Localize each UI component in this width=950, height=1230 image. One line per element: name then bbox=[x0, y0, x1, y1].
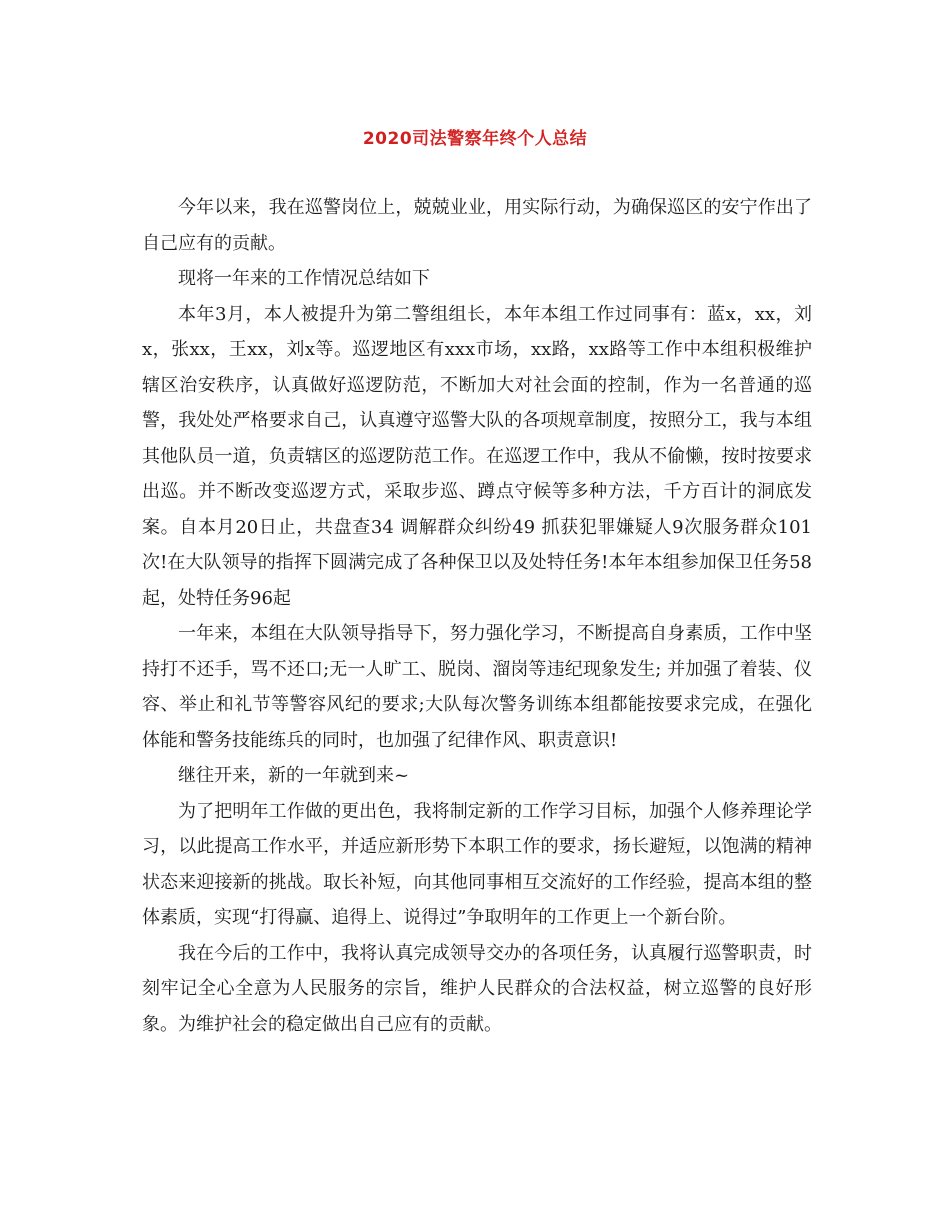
document-title: 2020司法警察年终个人总结 bbox=[362, 129, 588, 149]
paragraph-summary-lead: 现将一年来的工作情况总结如下 bbox=[178, 268, 430, 289]
paragraph-commitment: 我在今后的工作中，我将认真完成领导交办的各项任务，认真履行巡警职责，时刻牢记全心全意为人民服务的宗旨，维护人民群众的合法权益，树立巡警的良好形象。为维护社会的稳定做出自己应有的贡献。 bbox=[142, 942, 812, 1035]
paragraph-new-year: 继往开来，新的一年就到来~ bbox=[178, 765, 410, 786]
document-body bbox=[142, 190, 812, 1042]
paragraph-intro: 今年以来，我在巡警岗位上，兢兢业业，用实际行动，为确保巡区的安宁作出了自己应有的贡献。 bbox=[142, 197, 812, 254]
paragraph-goals: 为了把明年工作做的更出色，我将制定新的工作学习目标，加强个人修养理论学习，以此提高工作水平，并适应新形势下本职工作的要求，扬长避短，以饱满的精神状态来迎接新的挑战。取长补短，向其他同事相互交流好的工作经验，提高本组的整体素质，实现“打得赢、追得上、说得过”争取明年的工作更上一个新台阶。 bbox=[142, 800, 812, 928]
paragraph-work-details: 本年3月，本人被提升为第二警组组长，本年本组工作过同事有：蓝x，xx，刘x，张xx，王xx，刘x等。巡逻地区有xxx市场，xx路，xx路等工作中本组积极维护辖区治安秩序，认真做好巡逻防范，不断加大对社会面的控制，作为一名普通的巡警，我处处严格要求自己，认真遵守巡警大队的各项规章制度，按照分工，我与本组其他队员一道，负责辖区的巡逻防范工作。在巡逻工作中，我从不偷懒，按时按要求出巡。并不断改变巡逻方式，采取步巡、蹲点守候等多种方法，千方百计的洞底发案。自本月20日止，共盘查34 调解群众纠纷49 抓获犯罪嫌疑人9次服务群众101次!在大队领导的指挥下圆满完成了各种保卫以及处特任务!本年本组参加保卫任务58起，处特任务96起 bbox=[142, 303, 812, 609]
paragraph-discipline: 一年来，本组在大队领导指导下，努力强化学习，不断提高自身素质，工作中坚持打不还手，骂不还口;无一人旷工、脱岗、溜岗等违纪现象发生; 并加强了着装、仪容、举止和礼节等警容风纪的要求;大队每次警务训练本组都能按要求完成，在强化体能和警务技能练兵的同时，也加强了纪律作风、职责意识! bbox=[142, 623, 812, 751]
